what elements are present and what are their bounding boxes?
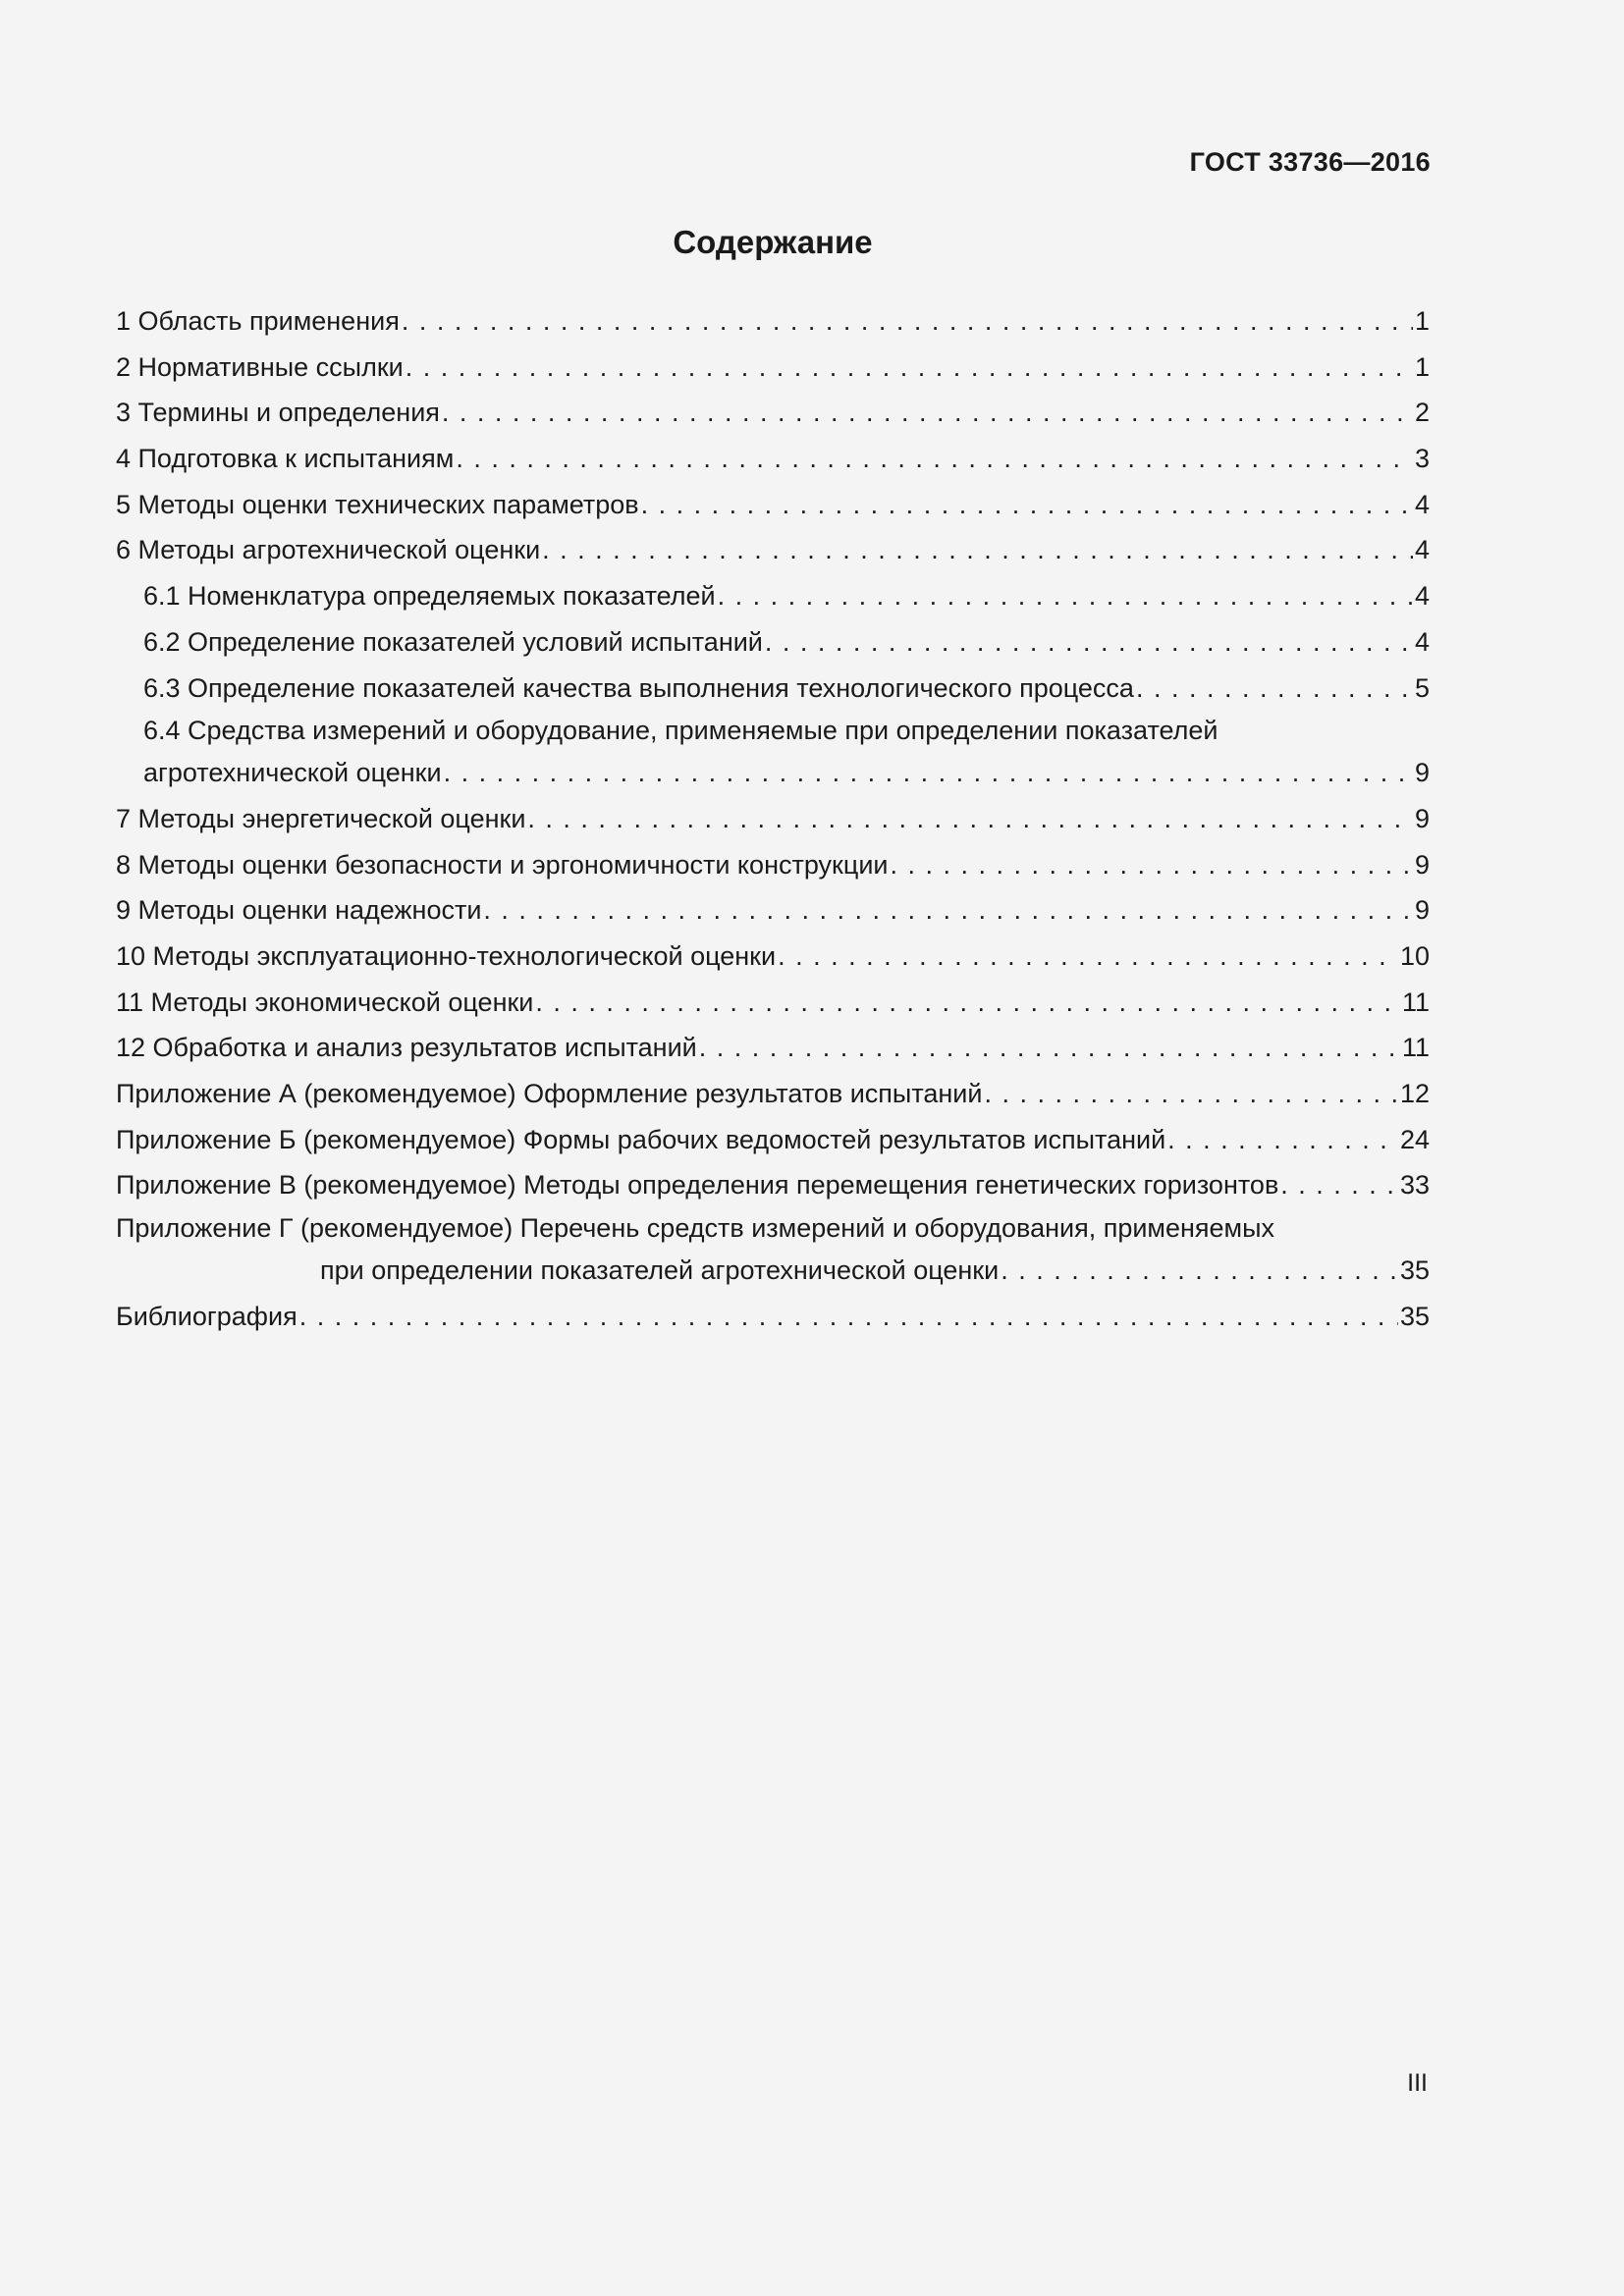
toc-subentry[interactable] xyxy=(116,619,1430,666)
toc-entry-page: 3 xyxy=(1414,444,1430,474)
toc-subentry[interactable] xyxy=(116,711,1430,796)
toc-entry-label: Приложение А (рекомендуемое) Оформление результатов испытаний xyxy=(116,1079,983,1108)
dot-leader xyxy=(535,980,1400,1026)
toc-entry-label: 6.2 Определение показателей условий испытаний xyxy=(143,626,763,657)
toc-entry[interactable] xyxy=(116,1294,1430,1340)
dot-leader xyxy=(402,298,1413,345)
toc-entry-label: 4 Подготовка к испытаниям xyxy=(116,444,455,474)
table-of-contents xyxy=(116,298,1430,1339)
dot-leader xyxy=(456,436,1413,482)
toc-entry-page: 35 xyxy=(1399,1301,1430,1331)
toc-entry-label: 11 Методы экономической оценки xyxy=(116,987,534,1017)
page-title: Содержание xyxy=(673,224,873,260)
toc-entry-label: 1 Область применения xyxy=(116,306,400,336)
toc-entry[interactable] xyxy=(116,390,1430,436)
toc-entry-label: 10 Методы эксплуатационно-технологической оценки xyxy=(116,940,777,971)
toc-entry-label: Приложение В (рекомендуемое) Методы определения перемещения генетических горизонтов xyxy=(116,1170,1279,1201)
dot-leader xyxy=(442,390,1413,436)
dot-leader xyxy=(1136,666,1413,712)
dot-leader xyxy=(299,1294,1398,1340)
toc-subentry[interactable] xyxy=(116,666,1430,712)
dot-leader xyxy=(483,887,1413,934)
toc-entry-label: 12 Обработка и анализ результатов испытаний xyxy=(116,1033,697,1063)
toc-entry-label: 6 Методы агротехнической оценки xyxy=(116,535,541,565)
toc-entry-label: 2 Нормативные ссылки xyxy=(116,351,404,382)
toc-entry[interactable] xyxy=(116,1071,1430,1117)
toc-entry-page: 1 xyxy=(1414,306,1430,336)
toc-entry-page: 1 xyxy=(1414,351,1430,382)
dot-leader xyxy=(1280,1162,1398,1208)
toc-entry-page: 35 xyxy=(1399,1255,1430,1286)
toc-entry-continuation xyxy=(143,750,1430,796)
toc-entry-label: 7 Методы энергетической оценки xyxy=(116,803,526,833)
dot-leader xyxy=(778,934,1398,980)
page-number: III xyxy=(1407,2069,1428,2097)
toc-entry-page: 11 xyxy=(1401,987,1430,1017)
dot-leader xyxy=(765,619,1413,666)
toc-entry[interactable] xyxy=(116,934,1430,980)
toc-entry[interactable] xyxy=(116,345,1430,391)
toc-entry-page: 9 xyxy=(1414,895,1430,926)
toc-entry[interactable] xyxy=(116,1208,1430,1294)
toc-entry[interactable] xyxy=(116,436,1430,482)
toc-entry-page: 9 xyxy=(1414,803,1430,833)
toc-entry-page: 5 xyxy=(1414,672,1430,703)
dot-leader xyxy=(542,527,1413,573)
toc-entry-label: 8 Методы оценки безопасности и эргономичности конструкции xyxy=(116,849,889,880)
toc-entry[interactable] xyxy=(116,887,1430,934)
toc-entry[interactable] xyxy=(116,1162,1430,1208)
dot-leader xyxy=(1001,1248,1398,1294)
toc-entry-page: 4 xyxy=(1414,581,1430,612)
toc-entry[interactable] xyxy=(116,1117,1430,1163)
toc-entry-label: 6.3 Определение показателей качества выполнения технологического процесса xyxy=(143,672,1134,703)
dot-leader xyxy=(406,345,1413,391)
toc-entry-page: 4 xyxy=(1414,489,1430,519)
toc-entry-page: 33 xyxy=(1399,1170,1430,1201)
toc-entry-label: 5 Методы оценки технических параметров xyxy=(116,489,639,519)
dot-leader xyxy=(699,1025,1400,1071)
toc-entry-page: 4 xyxy=(1414,535,1430,565)
dot-leader xyxy=(984,1071,1397,1117)
toc-entry-page: 10 xyxy=(1399,940,1430,971)
toc-entry-label: 3 Термины и определения xyxy=(116,398,440,428)
toc-entry-page: 12 xyxy=(1399,1079,1430,1108)
toc-entry[interactable] xyxy=(116,842,1430,888)
toc-entry-page: 9 xyxy=(1414,758,1430,788)
document-code: ГОСТ 33736—2016 xyxy=(1189,147,1431,177)
toc-entry-label-line1: 6.4 Средства измерений и оборудование, применяемые при определении показателей xyxy=(143,716,1218,746)
toc-entry-label: 9 Методы оценки надежности xyxy=(116,895,482,926)
toc-entry-continuation xyxy=(116,1248,1430,1294)
dot-leader xyxy=(718,573,1413,619)
toc-entry[interactable] xyxy=(116,980,1430,1026)
toc-subentry[interactable] xyxy=(116,573,1430,619)
dot-leader xyxy=(891,842,1413,888)
dot-leader xyxy=(641,482,1413,528)
dot-leader xyxy=(1167,1117,1398,1163)
toc-entry[interactable] xyxy=(116,482,1430,528)
toc-entry[interactable] xyxy=(116,796,1430,842)
toc-entry-page: 2 xyxy=(1414,398,1430,428)
toc-entry-page: 11 xyxy=(1401,1033,1430,1063)
toc-entry-page: 9 xyxy=(1414,849,1430,880)
toc-entry-label-line2: при определении показателей агротехнической оценки xyxy=(320,1255,1000,1286)
toc-entry-label-line1: Приложение Г (рекомендуемое) Перечень средств измерений и оборудования, применяемых xyxy=(116,1213,1275,1244)
toc-entry-label-line2: агротехнической оценки xyxy=(143,758,442,788)
toc-entry-label: 6.1 Номенклатура определяемых показателей xyxy=(143,581,716,612)
toc-entry-label: Библиография xyxy=(116,1301,298,1331)
toc-entry-page: 24 xyxy=(1399,1124,1430,1154)
toc-entry-page: 4 xyxy=(1414,626,1430,657)
toc-entry-label: Приложение Б (рекомендуемое) Формы рабочих ведомостей результатов испытаний xyxy=(116,1124,1166,1154)
toc-entry[interactable] xyxy=(116,527,1430,573)
toc-entry[interactable] xyxy=(116,298,1430,345)
dot-leader xyxy=(527,796,1413,842)
toc-entry[interactable] xyxy=(116,1025,1430,1071)
dot-leader xyxy=(444,750,1413,796)
